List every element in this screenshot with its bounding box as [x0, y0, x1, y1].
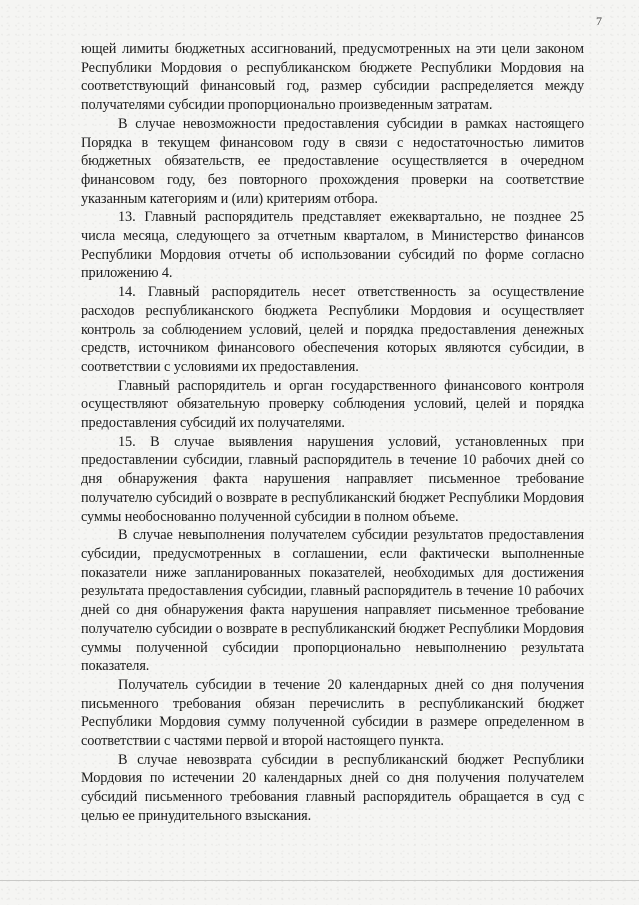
paragraph-item-15: 15. В случае выявления нарушения условий, установленных при предоставлении субсидии, главный распорядитель в течение 10 рабочих дней со дня обнаружения факта нарушения направляет письменное требование получателю субсидий о возврате в республиканский бюджет Республики Мордовия суммы необоснованно полученной субсидии в полном объеме. — [81, 433, 584, 525]
paragraph-refund-deadline: Получатель субсидии в течение 20 календарных дней со дня получения письменного требования обязан перечислить в республиканский бюджет Республики Мордовия сумму полученной субсидии в размере определенном в соответствии с частями первой и второй настоящего пункта. — [81, 676, 584, 750]
paragraph-subsidy-impossibility: В случае невозможности предоставления субсидии в рамках настоящего Порядка в текущем финансовом году в связи с недостаточностью лимитов бюджетных обязательств, ее предоставление осуществляется в очередном финансовом году, без повторного прохождения проверки на соответствие указанным категориям и (или) критериям отбора. — [81, 115, 584, 207]
paragraph-item-13: 13. Главный распорядитель представляет ежеквартально, не позднее 25 числа месяца, следующего за отчетным кварталом, в Министерство финансов Республики Мордовия отчеты об использовании субсидий по форме согласно приложению 4. — [81, 209, 584, 282]
page-number: 7 — [596, 14, 602, 28]
paragraph-court-recovery: В случае невозврата субсидии в республиканский бюджет Республики Мордовия по истечении 20 календарных дней со дня получения получателем субсидий письменного требования главный распорядитель обращается в суд с целью ее принудительного взыскания. — [81, 751, 584, 824]
paragraph-item-14: 14. Главный распорядитель несет ответственность за осуществление расходов республиканского бюджета Республики Мордовия и осуществляет контроль за соблюдением условий, целей и порядка предоставления денежных средств, источником финансового обеспечения которых являются субсидии, в соответствии с условиями их предоставления. — [81, 284, 584, 375]
document-body — [81, 40, 584, 826]
paragraph-continuation: ющей лимиты бюджетных ассигнований, предусмотренных на эти цели законом Республики Мордовия о республиканском бюджете Республики Мордовия на соответствующий финансовый год, размер субсидии распределяется между получателями субсидии пропорционально произведенным затратам. — [81, 41, 584, 114]
paragraph-nonfulfillment: В случае невыполнения получателем субсидии результатов предоставления субсидии, предусмотренных в соглашении, если фактически выполненные показатели ниже запланированных показателей, необходимых для достижения результата предоставления субсидии, главный распорядитель в течение 10 рабочих дней со дня обнаружения факта нарушения направляет письменное требование получателю субсидии о возврате в республиканский бюджет Республики Мордовия суммы полученной субсидии пропорционально невыполнению результата показателя. — [81, 527, 584, 675]
paragraph-financial-control: Главный распорядитель и орган государственного финансового контроля осуществляют обязательную проверку соблюдения условий, целей и порядка предоставления субсидий их получателями. — [81, 377, 584, 432]
scan-bottom-edge — [0, 880, 639, 881]
